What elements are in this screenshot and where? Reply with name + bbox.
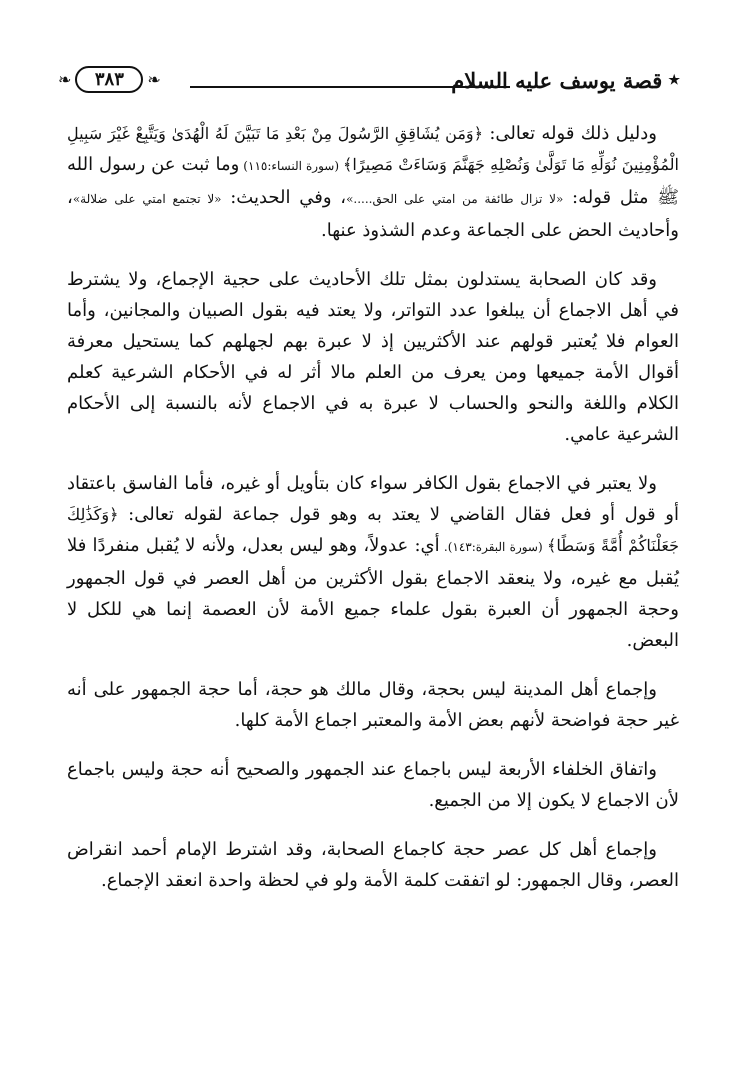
paragraph: [67, 264, 679, 450]
paragraph-text: ، وفي الحديث:: [221, 187, 347, 208]
citation: (سورة النساء:١١٥): [239, 159, 344, 173]
paragraph-text: وإجماع أهل المدينة ليس بحجة، وقال مالك هو حجة، أما حجة الجمهور على أنه غير حجة فواضحة لأنهم بعض الأمة والمعتبر اجماع الأمة كلها.: [67, 679, 679, 731]
star-icon: ★: [668, 73, 680, 88]
paragraph-text: أي: عدولاً، وهو ليس بعدل، ولأنه لا يُقبل منفردًا فلا يُقبل مع غيره، ولا ينعقد الاجماع بقول الأكثرين من أهل العصر في قول الجمهور وحجة الجمهور أن العبرة بقول علماء جميع الأمة لأن العصمة إنما هي للكل لا البعض.: [67, 535, 679, 651]
page-header: [40, 62, 680, 106]
paragraph: [67, 834, 679, 896]
paragraph-text: وما ثبت عن رسول الله ﷺ مثل قوله:: [67, 154, 680, 208]
quran-verse: ﴿وَمَن يُشَاقِقِ الرَّسُولَ مِنْ بَعْدِ مَا تَبَيَّنَ لَهُ الْهُدَىٰ وَيَتَّبِعْ غَيْرَ سَبِيلِ الْمُؤْمِنِينَ نُوَلِّهِ مَا تَوَلَّىٰ وَنُصْلِهِ جَهَنَّمَ وَسَاءَتْ مَصِيرًا﴾: [67, 124, 679, 174]
book-title: قصة يوسف عليه السلام: [451, 68, 663, 93]
right-flourish-icon: ❧: [147, 69, 161, 89]
page-body: [67, 118, 679, 914]
left-flourish-icon: ❧: [58, 69, 72, 89]
paragraph: [67, 118, 679, 246]
paragraph-text: وإجماع أهل كل عصر حجة كاجماع الصحابة، وقد اشترط الإمام أحمد انقراض العصر، وقال الجمهور: لو اتفقت كلمة الأمة ولو في لحظة واحدة انعقد الإجماع.: [67, 839, 679, 891]
citation: «لا تزال طائفة من امتي على الحق.....»: [346, 192, 564, 206]
page-number: ٣٨٣: [75, 66, 143, 93]
page-number-ornament: [58, 66, 161, 93]
paragraph: [67, 754, 679, 816]
paragraph-text: واتفاق الخلفاء الأربعة ليس باجماع عند الجمهور والصحيح أنه حجة وليس باجماع لأن الاجماع لا يكون إلا من الجميع.: [67, 759, 679, 811]
running-title: [451, 68, 680, 93]
paragraph-text: وقد كان الصحابة يستدلون بمثل تلك الأحاديث على حجية الإجماع، ولا يشترط في أهل الاجماع أن يبلغوا عدد التواتر، ولا يعتد فيه بقول الصبيان والمجانين، وأما العوام فلا يُعتبر قولهم عند الأكثريين إذ لا عبرة بهم لجهلهم كما يستحيل معرفة أقوال الأمة جميعها ومن يعرف من العلم مالا أثر له في الأحكام الشرعية كعلم الكلام واللغة والنحو والحساب لا عبرة به في الاجماع لأنه بالنسبة إلى الأحكام الشرعية عامي.: [67, 269, 679, 445]
paragraph-text: ، وأحاديث الحض على الجماعة وعدم الشذوذ عنها.: [67, 187, 679, 241]
paragraph-text: ودليل ذلك قوله تعالى:: [483, 123, 657, 144]
citation: «لا تجتمع امتي على ضلالة»: [72, 192, 222, 206]
paragraph: [67, 674, 679, 736]
citation: (سورة البقرة:١٤٣).: [439, 540, 547, 554]
paragraph-text: ولا يعتبر في الاجماع بقول الكافر سواء كان بتأويل أو غيره، فأما الفاسق باعتقاد أو قول أو فعل فقال القاضي لا يعتد به وهو قول جماعة لقوله تعالى:: [67, 473, 679, 525]
quran-verse: ﴿وَكَذَٰلِكَ جَعَلْنَاكُمْ أُمَّةً وَسَطًا﴾: [67, 505, 680, 555]
paragraph: [67, 468, 679, 656]
